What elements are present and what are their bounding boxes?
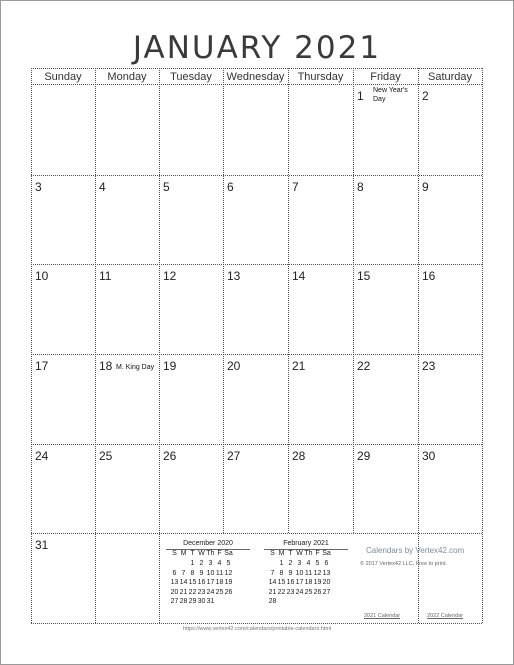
grid-col-line (95, 68, 96, 623)
day-cell-6[interactable]: 6 (227, 180, 234, 194)
day-cell-25[interactable]: 25 (99, 449, 113, 463)
day-cell-22[interactable]: 22 (357, 359, 371, 373)
day-cell-27[interactable]: 27 (227, 449, 241, 463)
grid-row-line (31, 444, 482, 445)
mini-day: 2 (288, 560, 293, 567)
mini-day: 4 (306, 560, 311, 567)
footer-url[interactable]: https://www.vertex42.com/calendars/printable-calendars.html (182, 626, 332, 632)
mini-day: 15 (277, 579, 286, 586)
mini-day: 24 (295, 588, 304, 596)
mini-day: 15 (188, 579, 197, 586)
mini-day (304, 598, 313, 607)
mini-weekday: Th (206, 550, 215, 557)
mini-day: 20 (322, 579, 331, 586)
mini-day: 10 (295, 569, 304, 577)
mini-weekday: M (180, 550, 187, 557)
day-cell-20[interactable]: 20 (227, 359, 241, 373)
mini-day: 13 (170, 579, 179, 586)
grid-col-line (223, 68, 224, 533)
mini-day: 25 (304, 588, 313, 596)
grid-col-line (353, 68, 354, 533)
mini-calendar-week (170, 560, 233, 569)
day-cell-28[interactable]: 28 (292, 449, 306, 463)
mini-day: 23 (286, 588, 295, 596)
mini-day: 21 (179, 588, 188, 596)
weekday-monday: Monday (107, 71, 147, 83)
mini-day (313, 598, 322, 607)
mini-weekday: Th (304, 550, 313, 557)
mini-day: 11 (215, 569, 224, 577)
mini-day (277, 598, 286, 607)
event-new-years-day: New Year's Day (373, 87, 408, 103)
mini-day: 14 (179, 579, 188, 586)
mini-day (179, 560, 188, 569)
mini-weekday: S (172, 550, 177, 557)
mini-day: 31 (206, 598, 215, 605)
mini-day: 14 (268, 579, 277, 586)
mini-day: 8 (190, 569, 195, 577)
day-cell-10[interactable]: 10 (35, 269, 49, 283)
mini-weekday: Sa (224, 550, 233, 557)
mini-day: 17 (295, 579, 304, 586)
mini-day: 29 (188, 598, 197, 605)
event-mlk-day: M. King Day (116, 364, 155, 371)
mini-calendar-week (268, 560, 331, 569)
grid-col-line (31, 68, 32, 623)
mini-weekday: F (217, 550, 222, 557)
mini-calendar-title: February 2021 (283, 540, 329, 547)
day-cell-16[interactable]: 16 (422, 269, 436, 283)
grid-row-line (31, 533, 482, 534)
mini-day: 19 (313, 579, 322, 586)
mini-day: 13 (322, 569, 331, 577)
mini-day: 8 (279, 569, 284, 577)
day-cell-13[interactable]: 13 (227, 269, 241, 283)
mini-day (286, 598, 295, 607)
mini-calendar-week (170, 579, 233, 588)
mini-day: 17 (206, 579, 215, 586)
mini-day (268, 560, 277, 569)
mini-calendar-header (268, 550, 331, 559)
weekday-saturday: Saturday (427, 71, 473, 83)
grid-col-line (159, 68, 160, 623)
mini-weekday: T (190, 550, 195, 557)
day-cell-19[interactable]: 19 (163, 359, 177, 373)
mini-day: 6 (172, 569, 177, 577)
mini-day: 6 (324, 560, 329, 567)
mini-day: 12 (224, 569, 233, 577)
mini-day (224, 598, 233, 607)
mini-day: 1 (190, 560, 195, 567)
grid-col-line (288, 68, 289, 533)
day-cell-21[interactable]: 21 (292, 359, 306, 373)
mini-day (322, 598, 331, 607)
day-cell-2[interactable]: 2 (422, 89, 429, 103)
copyright-text: © 2017 Vertex42 LLC. Free to print. (360, 561, 447, 567)
mini-day: 30 (197, 598, 206, 605)
mini-day (170, 560, 179, 569)
mini-day: 2 (199, 560, 204, 567)
mini-day: 26 (313, 588, 322, 596)
day-cell-29[interactable]: 29 (357, 449, 371, 463)
day-cell-14[interactable]: 14 (292, 269, 306, 283)
grid-row-line (31, 68, 482, 69)
day-cell-1[interactable]: 1 (357, 89, 364, 103)
mini-calendar-week (268, 579, 331, 588)
mini-day: 28 (268, 598, 277, 605)
day-cell-12[interactable]: 12 (163, 269, 177, 283)
grid-row-line (31, 623, 482, 624)
brand-text[interactable]: Calendars by Vertex42.com (366, 546, 465, 555)
weekday-sunday: Sunday (44, 71, 82, 83)
mini-weekday: F (315, 550, 320, 557)
day-cell-5[interactable]: 5 (163, 180, 170, 194)
day-cell-17[interactable]: 17 (35, 359, 49, 373)
mini-weekday: W (198, 550, 205, 557)
mini-calendar-week (268, 598, 331, 607)
grid-row-line (31, 264, 482, 265)
day-cell-3[interactable]: 3 (35, 180, 42, 194)
day-cell-9[interactable]: 9 (422, 180, 429, 194)
mini-day: 5 (226, 560, 231, 567)
day-cell-23[interactable]: 23 (422, 359, 436, 373)
mini-day: 18 (304, 579, 313, 586)
mini-day (215, 598, 224, 607)
grid-row-line (31, 354, 482, 355)
mini-day: 3 (208, 560, 213, 567)
day-cell-8[interactable]: 8 (357, 180, 364, 194)
day-cell-15[interactable]: 15 (357, 269, 371, 283)
day-cell-18[interactable]: 18 (99, 359, 113, 373)
mini-day: 20 (170, 588, 179, 596)
mini-day: 7 (270, 569, 275, 577)
link-2022-calendar[interactable]: 2022 Calendar (427, 613, 464, 619)
mini-calendar-header (170, 550, 233, 559)
mini-day: 12 (313, 569, 322, 577)
mini-day: 5 (315, 560, 320, 567)
mini-day: 25 (215, 588, 224, 596)
mini-calendar-week (268, 589, 331, 598)
mini-weekday: W (296, 550, 303, 557)
day-cell-11[interactable]: 11 (99, 269, 112, 283)
mini-day: 24 (206, 588, 215, 596)
mini-day: 4 (217, 560, 222, 567)
mini-day: 27 (322, 588, 331, 596)
mini-calendar-week (170, 598, 233, 607)
mini-day: 3 (297, 560, 302, 567)
mini-calendar-week (170, 570, 233, 579)
mini-day: 9 (288, 569, 293, 577)
month-title: JANUARY 2021 (132, 30, 382, 66)
mini-weekday: T (288, 550, 293, 557)
mini-day: 7 (181, 569, 186, 577)
mini-day: 16 (286, 579, 295, 586)
mini-day: 1 (279, 560, 284, 567)
day-cell-24[interactable]: 24 (35, 449, 49, 463)
grid-col-line (418, 68, 419, 623)
mini-day: 22 (188, 588, 197, 596)
link-2021-calendar[interactable]: 2021 Calendar (364, 613, 401, 619)
grid-row-line (31, 84, 482, 85)
day-cell-4[interactable]: 4 (99, 180, 106, 194)
mini-weekday: M (278, 550, 285, 557)
day-cell-7[interactable]: 7 (292, 180, 299, 194)
mini-weekday: Sa (322, 550, 331, 557)
mini-day: 22 (277, 588, 286, 596)
day-cell-26[interactable]: 26 (163, 449, 177, 463)
mini-day: 23 (197, 588, 206, 596)
mini-weekday: S (270, 550, 275, 557)
mini-calendar-week (268, 570, 331, 579)
grid-col-line (482, 68, 483, 623)
mini-day: 11 (304, 569, 313, 577)
weekday-thursday: Thursday (297, 71, 344, 83)
grid-row-line (31, 175, 482, 176)
mini-day: 18 (215, 579, 224, 586)
weekday-wednesday: Wednesday (226, 71, 285, 83)
mini-day: 10 (206, 569, 215, 577)
weekday-tuesday: Tuesday (170, 71, 212, 83)
mini-day: 9 (199, 569, 204, 577)
mini-day (295, 598, 304, 607)
day-cell-31[interactable]: 31 (35, 538, 49, 552)
mini-day: 27 (170, 598, 179, 605)
mini-calendar-title: December 2020 (183, 540, 233, 547)
mini-day: 21 (268, 588, 277, 596)
mini-calendar-week (170, 589, 233, 598)
mini-day: 26 (224, 588, 233, 596)
weekday-friday: Friday (370, 71, 401, 83)
day-cell-30[interactable]: 30 (422, 449, 436, 463)
mini-day: 16 (197, 579, 206, 586)
mini-day: 19 (224, 579, 233, 586)
mini-day: 28 (179, 598, 188, 605)
